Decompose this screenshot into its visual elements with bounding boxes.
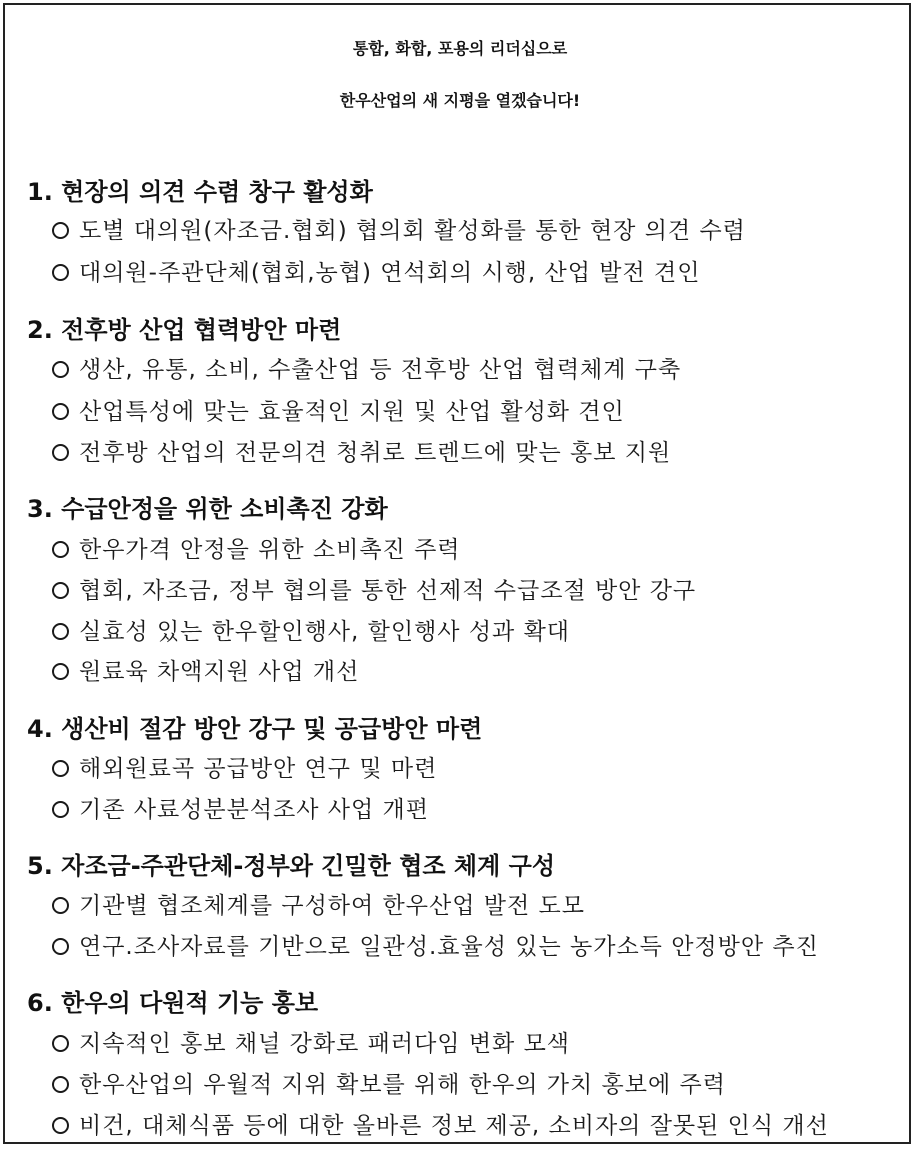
circle-bullet-icon [52,582,69,599]
list-item: 산업특성에 맞는 효율적인 지원 및 산업 활성화 견인 [52,393,625,426]
section-4-title: 4. 생산비 절감 방안 강구 및 공급방안 마련 [27,715,483,743]
list-item: 연구.조사자료를 기반으로 일관성.효율성 있는 농가소득 안정방안 추진 [52,928,819,961]
circle-bullet-icon [52,1035,69,1052]
circle-bullet-icon [52,1117,69,1134]
list-item: 전후방 산업의 전문의견 청취로 트렌드에 맞는 홍보 지원 [52,434,671,467]
circle-bullet-icon [52,264,69,281]
list-item: 한우가격 안정을 위한 소비촉진 주력 [52,531,461,564]
list-item: 협회, 자조금, 정부 협의를 통한 선제적 수급조절 방안 강구 [52,572,696,605]
list-item: 비건, 대체식품 등에 대한 올바른 정보 제공, 소비자의 잘못된 인식 개선 [52,1107,829,1140]
headline-line-1: 통합, 화합, 포용의 리더십으로 [352,39,568,58]
circle-bullet-icon [52,222,69,239]
circle-bullet-icon [52,403,69,420]
circle-bullet-icon [52,541,69,558]
list-item: 한우산업의 우월적 지위 확보를 위해 한우의 가치 홍보에 주력 [52,1066,726,1099]
circle-bullet-icon [52,897,69,914]
list-item: 해외원료곡 공급방안 연구 및 마련 [52,750,437,783]
list-item: 실효성 있는 한우할인행사, 할인행사 성과 확대 [52,613,570,646]
section-3-title: 3. 수급안정을 위한 소비촉진 강화 [27,495,388,523]
circle-bullet-icon [52,760,69,777]
circle-bullet-icon [52,663,69,680]
section-5-title: 5. 자조금-주관단체-정부와 긴밀한 협조 체계 구성 [27,852,556,880]
section-6-title: 6. 한우의 다원적 기능 홍보 [27,989,319,1017]
circle-bullet-icon [52,1076,69,1093]
circle-bullet-icon [52,444,69,461]
list-item: 생산, 유통, 소비, 수출산업 등 전후방 산업 협력체계 구축 [52,351,681,384]
circle-bullet-icon [52,361,69,378]
circle-bullet-icon [52,801,69,818]
list-item: 도별 대의원(자조금.협회) 협의회 활성화를 통한 현장 의견 수렴 [52,212,746,245]
headline-line-2: 한우산업의 새 지평을 열겠습니다! [339,91,581,110]
list-item: 기관별 협조체계를 구성하여 한우산업 발전 도모 [52,887,585,920]
circle-bullet-icon [52,938,69,955]
list-item: 대의원-주관단체(협회,농협) 연석회의 시행, 산업 발전 견인 [52,254,700,287]
section-2-title: 2. 전후방 산업 협력방안 마련 [27,316,342,344]
list-item: 지속적인 홍보 채널 강화로 패러다임 변화 모색 [52,1025,570,1058]
list-item: 기존 사료성분분석조사 사업 개편 [52,791,429,824]
section-1-title: 1. 현장의 의견 수렴 창구 활성화 [27,178,373,206]
circle-bullet-icon [52,623,69,640]
list-item: 원료육 차액지원 사업 개선 [52,653,359,686]
